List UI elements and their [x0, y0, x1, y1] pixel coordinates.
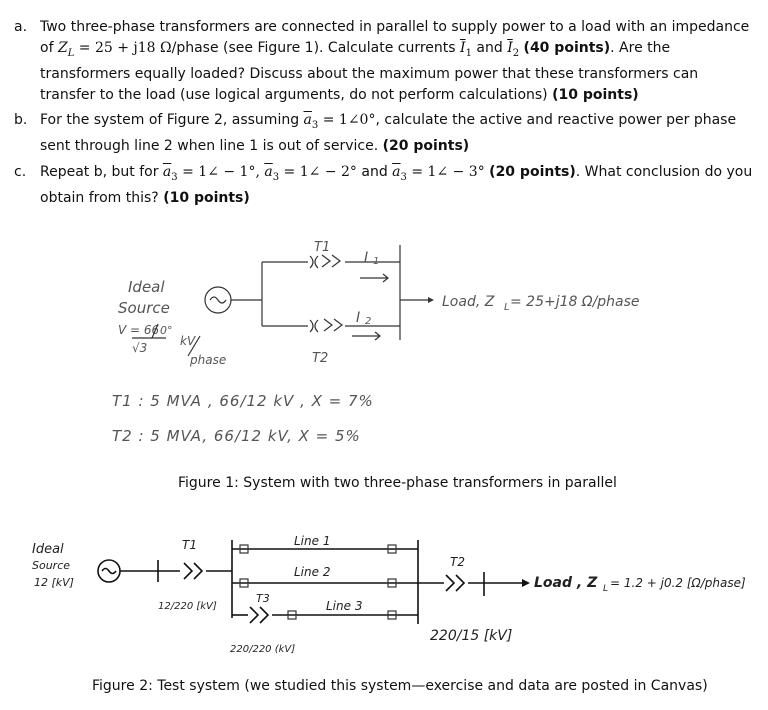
fig2-t1-label: T1	[182, 538, 197, 552]
fig2-t1-ratio: 12/220 [kV]	[158, 601, 217, 612]
fig2-t2-label: T2	[450, 555, 465, 569]
i2-subscript: 2	[512, 47, 520, 59]
fig2-load-sub: L	[603, 584, 609, 594]
a3-subscript-c3: 3	[400, 171, 407, 183]
fig1-t2-coils-icon	[324, 319, 342, 331]
fig1-load-value: = 25+j18 Ω/phase	[510, 294, 640, 310]
fig1-source-label-1: Ideal	[128, 278, 165, 296]
fig1-voltage-per: phase	[190, 353, 227, 367]
fig2-source-kv: 12 [kV]	[34, 576, 74, 589]
zl-subscript: L	[67, 47, 75, 59]
fig2-sine-icon	[102, 569, 116, 574]
points-c1: (20 points)	[489, 164, 576, 180]
fig2-source-label-1: Ideal	[32, 542, 64, 557]
a3-symbol: $\overline{a}$	[303, 112, 312, 128]
fig1-load-label: Load, Z	[442, 294, 495, 310]
a3-subscript-c1: 3	[171, 171, 178, 183]
a3-symbol-c3: $\overline{a}$	[392, 164, 401, 180]
fig1-t1-data: T1 : 5 MVA , 66/12 kV , X = 7%	[112, 392, 374, 410]
fig1-sine-icon	[210, 297, 226, 303]
a3-subscript-c2: 3	[272, 171, 280, 183]
question-b-label: b.	[14, 112, 28, 128]
a3-symbol-c1: $\overline{a}$	[162, 164, 172, 180]
i1-symbol: $\overline{I}$	[460, 40, 466, 56]
fig1-i1-sub: 1	[373, 256, 380, 267]
fig2-load-value: = 1.2 + j0.2 [Ω/phase]	[610, 576, 746, 590]
fig1-t1-icon	[310, 256, 318, 268]
fig1-t2-label: T2	[312, 351, 329, 366]
question-b-text-1: For the system of Figure 2, assuming	[40, 112, 304, 128]
fig2-t3-label: T3	[256, 592, 270, 605]
zl-symbol: Z	[57, 40, 68, 56]
fig1-source-label-2: Source	[118, 299, 170, 317]
fig2-t3-icon	[250, 607, 268, 623]
a3-subscript: 3	[311, 119, 319, 131]
points-b: (20 points)	[382, 137, 470, 154]
zl-value: = 25 + j18 Ω	[74, 40, 172, 56]
fig2-t1-icon	[184, 563, 202, 579]
question-b-text-2: , calculate the active and reactive power per phase sent through line 2 when line 1 is out of service.	[40, 112, 737, 154]
fig2-t2-icon	[446, 575, 464, 591]
fig1-voltage-den: √3	[132, 341, 148, 355]
figure-2	[32, 534, 746, 655]
i2-symbol: $\overline{I}$	[507, 40, 513, 56]
figure2-caption: Figure 2: Test system (we studied this system—exercise and data are posted in Canvas)	[92, 678, 708, 694]
fig2-line1-label: Line 1	[294, 534, 331, 548]
points-a1: (40 points)	[523, 40, 611, 56]
fig1-i2-sub: 2	[365, 316, 372, 327]
fig1-voltage-unit: kV	[180, 334, 196, 348]
question-c-text-1: Repeat b, but for	[40, 164, 163, 180]
angle-value-3: = 1∠ − 3°	[406, 164, 485, 180]
a3-value: = 1∠0°	[318, 112, 376, 128]
fig1-t1-label: T1	[314, 240, 331, 255]
fig2-source-label-2: Source	[32, 559, 71, 572]
fig2-load-label: Load , Z	[534, 575, 598, 591]
fig1-load-arrow-icon	[428, 297, 434, 303]
question-c-label: c.	[14, 164, 27, 180]
fig1-i2-label: I	[356, 310, 361, 326]
angle-value-2: = 1∠ − 2°	[279, 164, 357, 180]
i1-subscript: 1	[465, 47, 472, 59]
question-a-text-3: . Are the transformers equally loaded? Discuss about the maximum power that these transformers can transfer to the load (use logical arguments, do not perform calculations)	[40, 40, 699, 103]
question-a-text-1: Two three-phase transformers are connected in parallel to supply power to a load with an impedance of	[40, 19, 750, 56]
fig1-voltage-angle: 0°	[160, 324, 173, 337]
fig1-t2-data: T2 : 5 MVA, 66/12 kV, X = 5%	[112, 427, 361, 445]
question-a-text-2: /phase (see Figure 1). Calculate currents	[171, 40, 461, 56]
fig1-t1-coils-icon	[322, 255, 340, 267]
question-a-and: and	[471, 40, 508, 56]
fig2-t3-ratio: 220/220 (kV]	[230, 644, 296, 655]
fig2-load-arrow-icon	[522, 579, 530, 587]
fig1-i1-label: I	[364, 250, 369, 266]
fig1-t2-icon	[310, 320, 318, 332]
fig2-t2-ratio: 220/15 [kV]	[430, 628, 513, 644]
figure-1	[112, 240, 640, 445]
a3-symbol-c2: $\overline{a}$	[264, 164, 273, 180]
points-a2: (10 points)	[552, 86, 639, 103]
question-c-and: and	[356, 164, 393, 180]
fig1-voltage-num: V = 66	[118, 323, 160, 337]
points-c2: (10 points)	[163, 189, 250, 206]
figure1-caption: Figure 1: System with two three-phase transformers in parallel	[178, 475, 617, 491]
angle-value-1: = 1∠ − 1°,	[177, 164, 265, 180]
question-a-label: a.	[14, 19, 28, 35]
question-c-text-2: . What conclusion do you obtain from this?	[40, 164, 753, 206]
fig2-line2-label: Line 2	[294, 565, 331, 579]
fig1-load-sub: L	[504, 302, 510, 313]
fig2-line3-label: Line 3	[326, 599, 363, 613]
